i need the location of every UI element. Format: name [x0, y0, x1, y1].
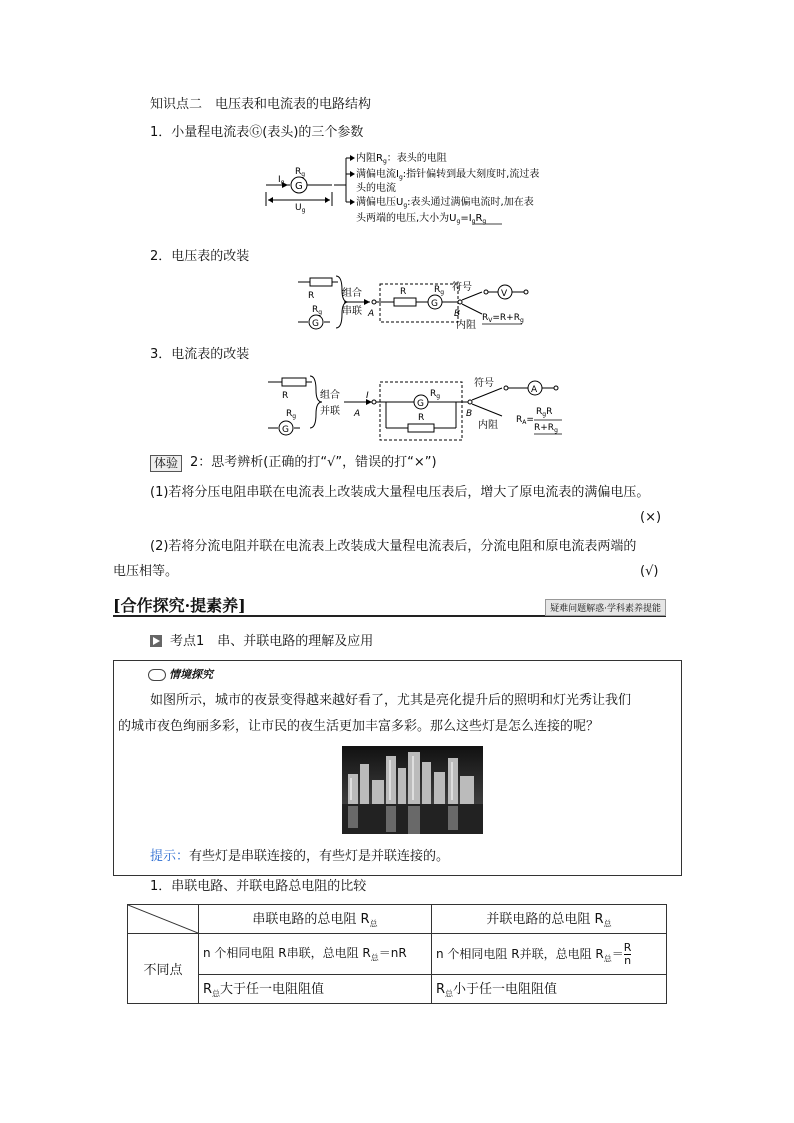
fig2-a-label: A	[368, 309, 375, 319]
header-parallel	[432, 905, 667, 934]
compare-heading: 1．串联电路、并联电路总电阻的比较	[150, 879, 367, 894]
fig3-g-symbol: G	[417, 399, 424, 409]
fig3-r-top: R	[282, 391, 289, 401]
fig1-line2b: 头的电流	[356, 183, 396, 194]
city-night-image	[342, 746, 483, 834]
fig2-r-inner: R	[400, 287, 407, 297]
header-series-text: 串联电路的总电阻 R	[252, 912, 370, 928]
scenario-text-2: 的城市夜色绚丽多彩，让市民的夜生活更加丰富多彩。那么这些灯是怎么连接的呢？	[118, 719, 600, 734]
fig3-rg-label: R	[286, 409, 293, 419]
svg-text:G: G	[282, 425, 289, 435]
fig3-ra-label: R	[516, 415, 523, 425]
fig2-rv-label: R	[482, 313, 489, 323]
fig3-rg-sub: g	[292, 413, 297, 420]
cell-series-greater-sub: 总	[212, 989, 221, 999]
practice-q2-answer: (√)	[640, 564, 659, 579]
fig2-rv-eq: =R+R	[492, 313, 520, 323]
row-label-diff: 不同点	[128, 934, 199, 1004]
coop-section-bar	[113, 597, 666, 617]
cell-series-greater	[199, 975, 432, 1004]
header-parallel-text: 并联电路的总电阻 R	[486, 912, 604, 928]
fig1-line1: 内阻R	[356, 153, 383, 164]
cell-parallel-less-sub: 总	[445, 989, 454, 999]
fig3-b-label: B	[466, 409, 473, 419]
svg-text:RgR	[536, 407, 552, 418]
fraction-num: R	[623, 940, 632, 954]
fraction-den: n	[624, 953, 632, 967]
hint-line	[150, 848, 449, 866]
section-heading: 知识点二 电压表和电流表的电路结构	[150, 97, 372, 112]
scenario-label-wrap	[148, 666, 213, 682]
fig3-r-inner: R	[418, 413, 425, 423]
fig2-rv-eq-sub: g	[519, 317, 524, 324]
fig1-line2-end: :指针偏转到最大刻度时,流过表	[402, 169, 540, 180]
cell-parallel-n	[432, 934, 667, 975]
voltmeter-figure	[288, 270, 568, 338]
fraction-r-over-n	[624, 942, 632, 967]
fig1-line1-end: ：表头的电阻	[386, 153, 447, 164]
fig2-r-top: R	[308, 291, 315, 301]
practice-q2-line1: (2)若将分流电阻并联在电流表上改装成大量程电流表后，分流电阻和原电流表两端的	[150, 539, 637, 554]
fig3-den: R+R	[534, 423, 555, 433]
fig1-line4: 头两端的电压,大小为U	[356, 213, 457, 224]
fig1-ig-sub: g	[280, 179, 285, 186]
fig3-a-meter-symbol: A	[531, 385, 538, 395]
fig1-rg-sub: g	[301, 171, 306, 178]
fig2-internal-label: 内阻	[456, 320, 476, 331]
cell-parallel-n-eq: ＝	[611, 946, 624, 961]
fig2-rg-inner-sub: g	[440, 289, 445, 296]
header-series-sub: 总	[369, 919, 378, 929]
fig2-rv-sub: V	[488, 317, 493, 324]
item-1-heading: 1．小量程电流表Ⓖ(表头)的三个参数	[150, 125, 364, 140]
svg-text:内阻Rg：表头的电阻	[356, 152, 447, 165]
fig1-line2-sub: g	[398, 174, 403, 181]
fig3-parallel-label: 并联	[320, 406, 340, 417]
fig1-rg-label: R	[295, 167, 302, 177]
fig2-b-label: B	[454, 309, 461, 319]
practice-q2-line2: 电压相等。	[113, 564, 179, 579]
ammeter-figure	[262, 370, 572, 442]
cell-parallel-less	[432, 975, 667, 1004]
fig3-rg-inner: R	[430, 389, 437, 399]
svg-text:Ig	[278, 175, 285, 186]
scenario-label: 情境探究	[169, 668, 213, 681]
svg-text:Rg	[295, 167, 305, 178]
cell-parallel-n-sub: 总	[603, 953, 612, 963]
practice-tag: 体验	[150, 455, 182, 472]
svg-text:头两端的电压,大小为Ug=IgRg: 头两端的电压,大小为$U_g=I_gR_g$	[356, 213, 487, 225]
fig1-ig-label: I	[278, 175, 281, 185]
practice-title: 2：思考辨析(正确的打“√”，错误的打“×”)	[190, 455, 437, 470]
corner-cell	[128, 905, 199, 934]
fig2-v-symbol: V	[501, 289, 508, 299]
cell-series-n-sub: 总	[370, 953, 379, 963]
svg-text:满偏电压Ug:表头通过满偏电流时,加在表	[356, 195, 534, 209]
svg-text:Rg	[430, 389, 440, 400]
cell-series-n-eq: ＝nR	[378, 946, 407, 961]
item-3-heading: 3．电流表的改装	[150, 347, 250, 362]
scenario-icon	[148, 669, 166, 681]
fig1-ug-sub: g	[301, 207, 306, 214]
table-row	[128, 934, 667, 975]
keypoint-1-label: 考点1 串、并联电路的理解及应用	[170, 634, 374, 649]
play-icon	[150, 635, 162, 647]
svg-text:Rg	[434, 285, 444, 296]
coop-title: [合作探究·提素养]	[113, 596, 246, 615]
fig3-symbol-label: 符号	[474, 378, 494, 389]
cell-series-greater-r: R	[203, 982, 213, 998]
svg-text:RV=R+Rg	[482, 313, 524, 324]
fig2-g-symbol: G	[431, 299, 438, 309]
fig1-line3: 满偏电压U	[356, 197, 404, 208]
cell-parallel-less-text: 小于任一电阻阻值	[453, 982, 558, 998]
compare-table	[127, 904, 667, 1004]
svg-text:R+Rg	[534, 423, 558, 434]
fig1-line3-sub: g	[403, 202, 408, 209]
header-series	[199, 905, 432, 934]
galvanometer-figure	[262, 152, 572, 232]
fig2-combine-label: 组合	[342, 288, 362, 299]
table-row	[128, 975, 667, 1004]
svg-text:RA=: $R_A=$	[516, 415, 534, 426]
cell-series-n-text: n 个相同电阻 R串联，总电阻 R	[203, 946, 371, 961]
fig1-g-symbol: G	[295, 181, 303, 192]
fig3-internal-label: 内阻	[478, 420, 498, 431]
svg-text:满偏电流Ig:指针偏转到最大刻度时,流过表	[356, 167, 539, 181]
cell-series-greater-text: 大于任一电阻阻值	[220, 982, 325, 998]
hint-label: 提示：	[150, 849, 190, 864]
fig3-i-label: I	[366, 391, 369, 401]
scenario-text-1: 如图所示，城市的夜景变得越来越好看了，尤其是亮化提升后的照明和灯光秀让我们	[150, 693, 632, 708]
practice-q1: (1)若将分压电阻串联在电流表上改装成大量程电压表后，增大了原电流表的满偏电压。	[150, 485, 650, 500]
fig1-line3-end: :表头通过满偏电流时,加在表	[407, 197, 534, 208]
fig1-ug-label: U	[295, 203, 302, 213]
fig2-rg-label: R	[312, 305, 319, 315]
fig2-series-label: 串联	[342, 306, 362, 317]
practice-q1-answer: (×)	[640, 510, 662, 525]
cell-series-n	[199, 934, 432, 975]
coop-subtitle: 疑难问题解惑·学科素养提能	[545, 599, 666, 616]
fig3-a-label: A	[354, 409, 361, 419]
fig3-num-r: R	[546, 407, 553, 417]
fig1-line4-formula-end: R	[475, 213, 483, 224]
fig2-rg-sub: g	[318, 309, 323, 316]
cell-parallel-less-r: R	[436, 982, 446, 998]
svg-text:Rg	[286, 409, 296, 420]
fig1-line4-formula: =I	[460, 213, 472, 224]
svg-text:G: G	[312, 319, 319, 329]
table-row	[128, 905, 667, 934]
fig2-rg-inner: R	[434, 285, 441, 295]
fig3-rg-inner-sub: g	[436, 393, 441, 400]
fig3-den-sub: g	[554, 427, 558, 434]
fig1-line1-sub: g	[382, 158, 387, 165]
hint-text: 有些灯是串联连接的，有些灯是并联连接的。	[189, 849, 450, 864]
fig3-num-sub: g	[542, 411, 547, 418]
fig3-combine-label: 组合	[320, 390, 340, 401]
item-2-heading: 2．电压表的改装	[150, 249, 250, 264]
header-parallel-sub: 总	[603, 919, 612, 929]
cell-parallel-n-text: n 个相同电阻 R并联，总电阻 R	[436, 946, 604, 961]
svg-text:Rg	[312, 305, 322, 316]
fig3-ra-sub: A	[522, 419, 527, 426]
fig1-line2: 满偏电流I	[356, 169, 399, 180]
svg-text:Ug	[295, 203, 306, 214]
fig2-symbol-label: 符号	[452, 282, 472, 293]
fig3-num-rg: R	[536, 407, 543, 417]
